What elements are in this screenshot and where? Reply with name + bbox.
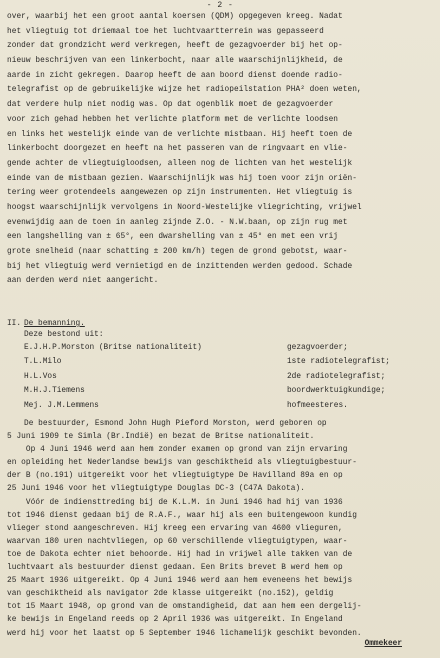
crew-role: 2de radiotelegrafist; bbox=[287, 372, 386, 381]
section-number: II. bbox=[7, 320, 22, 328]
crew-role: 1ste radiotelegrafist; bbox=[287, 358, 390, 367]
crew-role: hofmeesteres. bbox=[287, 401, 348, 410]
text-line: linkerbocht doorgezet en heeft na het passeren van de ringvaart en vlie- bbox=[7, 145, 348, 154]
text-line: het vliegtuig tot driemaal toe het luchtvaartterrein was gepasseerd bbox=[7, 27, 324, 36]
text-line: luchtvaart als bestuurder dienst gedaan. Een Brits brevet B werd hem op bbox=[7, 564, 343, 573]
text-line: 5 Juni 1909 te Simla (Br.Indië) en bezat de Britse nationaliteit. bbox=[7, 433, 315, 442]
text-line: 25 Juni 1946 voor het vliegtuigtype Douglas DC-3 (C47A Dakota). bbox=[7, 485, 305, 494]
section-heading bbox=[7, 317, 85, 331]
text-line: nieuw beschrijven van een linkerbocht, naar alle waarschijnlijkheid, de bbox=[7, 57, 343, 66]
page-turn-marker: Ommekeer bbox=[364, 640, 402, 648]
crew-role: gezagvoerder; bbox=[287, 344, 348, 352]
text-line: over, waarbij het een groot aantal koersen (QDM) opgegeven kreeg. Nadat bbox=[7, 13, 343, 21]
text-line: Vóór de indiensttreding bij de K.L.M. in Juni 1946 had hij van 1936 bbox=[7, 498, 343, 507]
text-line: ke bewijs in Engeland reeds op 2 April 1936 was uitgereikt. In Engeland bbox=[7, 616, 343, 625]
section-title: De bemanning. bbox=[24, 320, 85, 328]
text-line: van geschiktheid als navigator 2de klasse uitgereikt (no.152), geldig bbox=[7, 590, 334, 599]
crew-name: H.L.Vos bbox=[24, 372, 57, 381]
page-number: - 2 - bbox=[206, 1, 234, 10]
text-line: aan derden werd niet aangericht. bbox=[7, 277, 159, 286]
text-line: De bestuurder, Esmond John Hugh Pieford Morston, werd geboren op bbox=[24, 420, 327, 428]
text-line: gende achter de vliegtuigloodsen, alleen nog de lichten van het westelijk bbox=[7, 159, 353, 168]
text-line: der B (no.191) uitgereikt voor het vliegtuigtype De Havilland 89a en op bbox=[7, 472, 343, 481]
text-line: waarvan 180 uren nachtvliegen, op 60 verschillende vliegtuigtypen, waar- bbox=[7, 537, 348, 546]
crew-name: M.H.J.Tiemens bbox=[24, 387, 85, 396]
text-line: einde van de mistbaan gezien. Waarschijnlijk was hij toen voor zijn oriën- bbox=[7, 174, 357, 183]
crew-intro: Deze bestond uit: bbox=[24, 331, 104, 339]
crew-name: T.L.Milo bbox=[24, 358, 62, 367]
text-line: 25 Maart 1936 uitgereikt. Op 4 Juni 1946 werd aan hem eveneens het bewijs bbox=[7, 577, 353, 586]
text-line: telegrafist op de gebruikelijke wijze het radiopeilstation PHA² doen weten, bbox=[7, 86, 362, 95]
paragraph-accident-description bbox=[7, 10, 435, 289]
crew-name: Mej. J.M.Lemmens bbox=[24, 401, 99, 410]
text-line: tering weer grotendeels aangewezen op zijn instrumenten. Het vliegtuig is bbox=[7, 189, 353, 198]
text-line: voor zich gehad hebben het verlichte platform met de verlichte loodsen bbox=[7, 115, 339, 124]
text-line: werd hij voor het laatst op 5 September 1946 lichamelijk geschikt bevonden. bbox=[7, 629, 362, 638]
text-line: bij het vliegtuig werd vernietigd en de inzittenden werden gedood. Schade bbox=[7, 262, 353, 271]
text-line: zonder dat grondzicht werd verkregen, heeft de gezagvoerder bij het op- bbox=[7, 42, 343, 51]
text-line: een langshelling van ± 65°, een dwarshelling van ± 45° en met een vrij bbox=[7, 233, 339, 242]
crew-name: E.J.H.P.Morston (Britse nationaliteit) bbox=[24, 344, 202, 352]
text-line: tot 1946 dienst gedaan bij de R.A.F., waar hij als een buitengewoon kundig bbox=[7, 511, 357, 520]
text-line: vlieger stond aangeschreven. Hij kreeg een ervaring van 4600 vlieguren, bbox=[7, 524, 343, 533]
text-line: Op 4 Juni 1946 werd aan hem zonder examen op grond van zijn ervaring bbox=[7, 446, 348, 455]
text-line: tot 15 Maart 1948, op grond van de omstandigheid, dat aan hem een dergelij- bbox=[7, 603, 362, 612]
paragraph-pilot-background bbox=[7, 418, 435, 641]
text-line: en opleiding het Nederlandse bewijs van geschiktheid als vliegtuigbestuur- bbox=[7, 459, 357, 468]
text-line: toe de Dakota echter niet behoorde. Hij had in vrijwel alle takken van de bbox=[7, 550, 353, 559]
text-line: dat verdere hulp niet nodig was. Op dat ogenblik moet de gezagvoerder bbox=[7, 101, 334, 110]
text-line: en links het westelijk einde van de verlichte mistbaan. Hij heeft toen de bbox=[7, 130, 353, 139]
text-line: grote snelheid (naar schatting ± 200 km/h) tegen de grond gebotst, waar- bbox=[7, 248, 348, 256]
text-line: aarde in zicht gekregen. Daarop heeft de aan boord dienst doende radio- bbox=[7, 71, 343, 80]
crew-role: boordwerktuigkundige; bbox=[287, 387, 386, 396]
text-line: hoogst waarschijnlijk vervolgens in Noord-Westelijke vliegrichting, vrijwel bbox=[7, 203, 362, 212]
text-line: evenwijdig aan de toen in aanleg zijnde Z.O. - N.W.baan, op zijn rug met bbox=[7, 218, 348, 227]
